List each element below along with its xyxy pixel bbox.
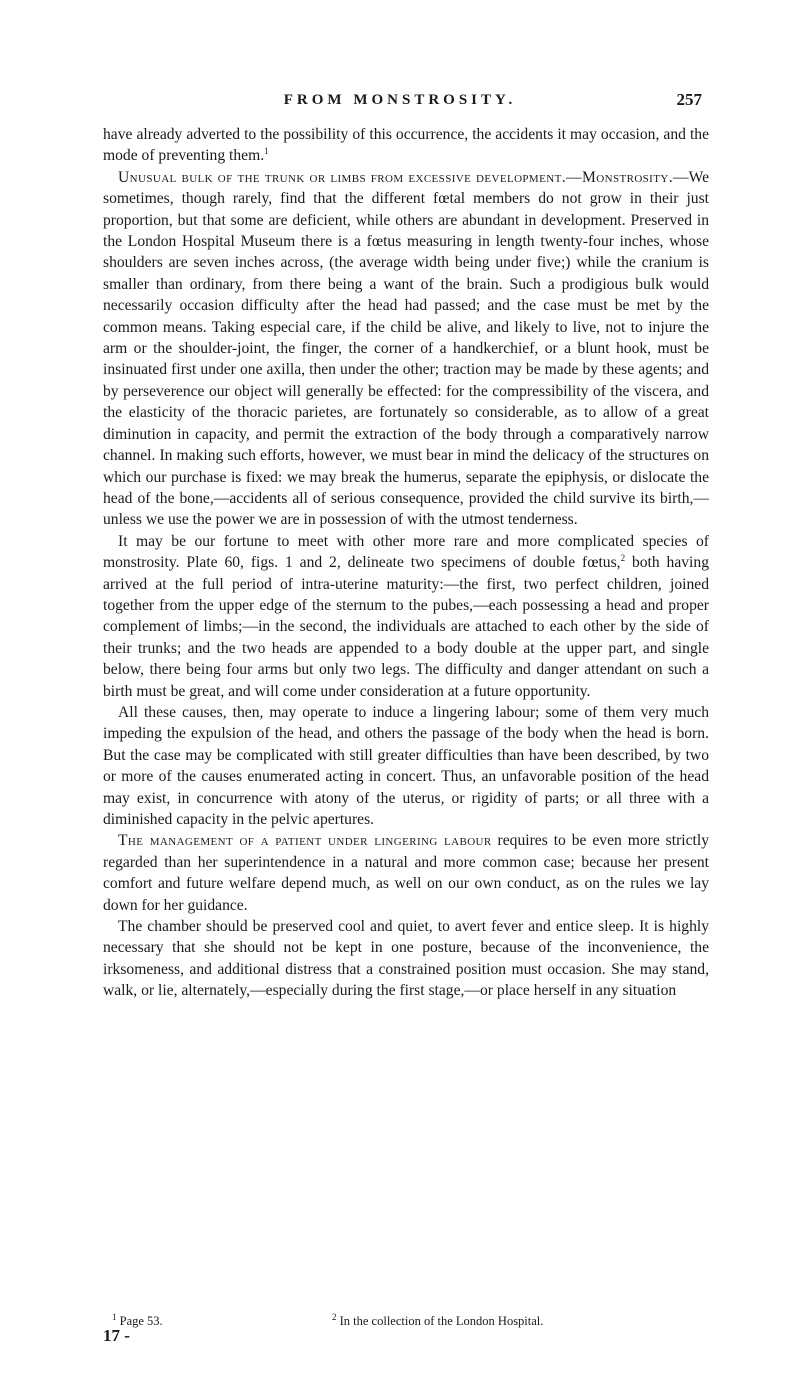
body-text xyxy=(103,124,709,1002)
running-head xyxy=(0,92,800,116)
footnote-mark: 2 xyxy=(332,1311,337,1322)
paragraph-text: requires to be even more strictly regarded than her superintendence in a natural and more common case; because her present comfort and future welfare depend much, as well on our own conduct, as on the rules we lay down for her guidance. xyxy=(103,832,709,914)
paragraph-continuation xyxy=(103,124,709,167)
footnote-text: In the collection of the London Hospital. xyxy=(339,1314,544,1328)
printer-signature: 17 - xyxy=(103,1326,130,1345)
running-title: FROM MONSTROSITY. xyxy=(283,92,517,108)
section-heading: Unusual bulk of the trunk or limbs from excessive development. xyxy=(118,168,566,186)
footnote-ref: 1 xyxy=(264,146,269,157)
section-subheading: —Monstrosity. xyxy=(566,168,674,186)
paragraph-text: The chamber should be preserved cool and quiet, to avert fever and entice sleep. It is highly necessary that she should not be kept in one posture, because of the inconvenience, the irksomeness, and additional distress that a constrained position must occasion. She may stand, walk, or lie, alternately,—especially during the first stage,—or place herself in any situation xyxy=(103,918,709,1000)
paragraph-monstrosity xyxy=(103,167,709,531)
paragraph-text: have already adverted to the possibility of this occurrence, the accidents it may occasion, and the mode of preventing them. xyxy=(103,126,709,165)
footnote-text: Page 53. xyxy=(119,1314,163,1328)
paragraph-text: both having arrived at the full period of intra-uterine maturity:—the first, two perfect children, joined together from the upper edge of the sternum to the pubes,—each possessing a head and proper complement of limbs;—in the second, the individuals are attached to each other by the side of their trunks; and the two heads are appended to a body double at the upper part, and single below, there being four arms but only two legs. The difficulty and danger attendant on such a birth must be great, and will come under consideration at a future opportunity. xyxy=(103,554,709,700)
paragraph-text: —We sometimes, though rarely, find that the different fœtal members do not grow in their just proportion, but that some are deficient, while others are abundant in development. Preserved in the London Hospital Museum there is a fœtus measuring in length twenty-four inches, whose shoulders are seven inches across, (the average width being under five;) while the cranium is smaller than ordinary, from there being a want of the brain. Such a prodigious bulk would necessarily occasion difficulty after the head had passed; and the case must be met by the common means. Taking especial care, if the child be alive, and likely to live, not to injure the arm or the shoulder-joint, the finger, the corner of a handkerchief, or a blunt hook, must be insinuated first under one axilla, then under the other; traction may be made by these agents; and by perseverence our object will generally be effected: for the compressibility of the viscera, and the elasticity of the thoracic parietes, are fortunately so considerable, as to allow of a great diminution in capacity, and permit the extraction of the body through a comparatively narrow channel. In making such efforts, however, we must bear in mind the delicacy of the structures on which our purchase is fixed: we may break the humerus, separate the epiphysis, or dislocate the head of the bone,—accidents all of serious consequence, provided the child survive its birth,—unless we use the power we are in possession of with the utmost tenderness. xyxy=(103,168,709,529)
paragraph-management xyxy=(103,830,709,916)
paragraph-text: All these causes, then, may operate to induce a lingering labour; some of them very much impeding the expulsion of the head, and others the passage of the body when the head is born. But the case may be complicated with still greater difficulties than have been described, by two or more of the causes enumerated acting in concert. Thus, an unfavorable position of the head may exist, in concurrence with atony of the uterus, or rigidity of parts; or all three with a diminished capacity in the pelvic apertures. xyxy=(103,703,709,828)
paragraph-double-foetus xyxy=(103,531,709,702)
section-heading: The management of a patient under lingering labour xyxy=(118,832,492,850)
paragraph-chamber xyxy=(103,916,709,1002)
paragraph-text: It may be our fortune to meet with other more rare and more complicated species of monstrosity. Plate 60, figs. 1 and 2, delineate two specimens of double fœtus, xyxy=(103,532,709,572)
footnotes xyxy=(112,1311,712,1334)
footnote-2 xyxy=(332,1311,544,1329)
page-number: 257 xyxy=(676,90,702,109)
footnote-ref: 2 xyxy=(620,552,626,563)
footnote-mark: 1 xyxy=(112,1311,117,1322)
paragraph-causes xyxy=(103,702,709,830)
